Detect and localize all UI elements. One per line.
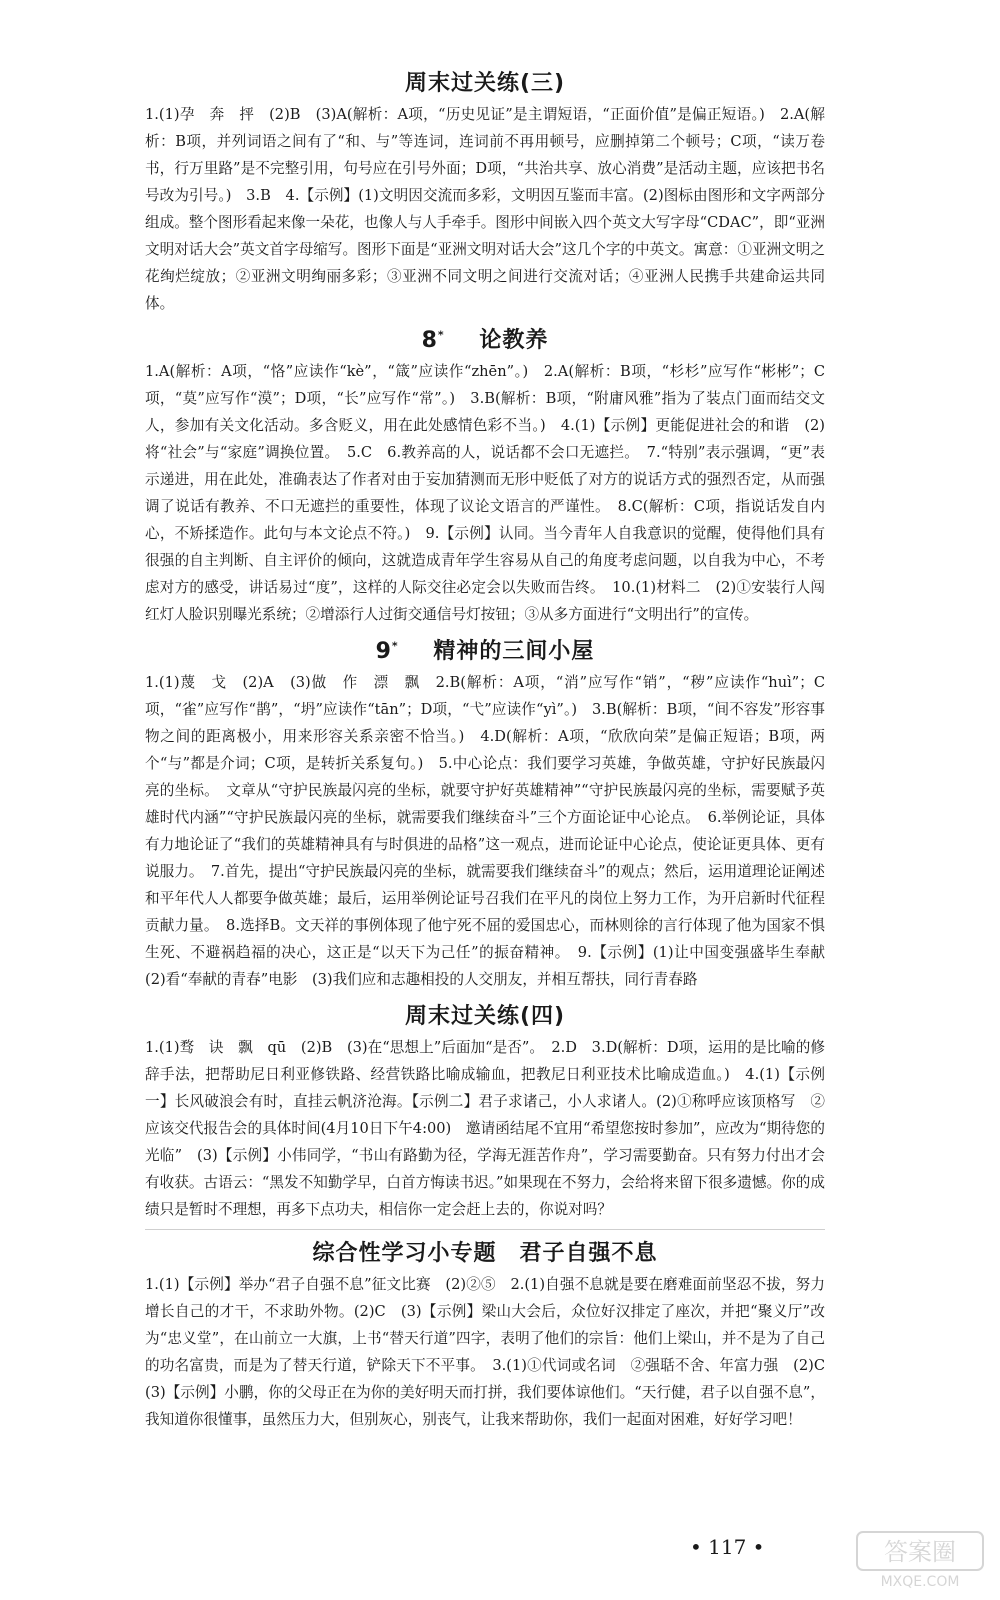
lesson-number: 9* xyxy=(375,639,399,664)
answer-text: 1.A(解析：A项，“恪”应读作“kè”，“箴”应读作“zhēn”。) 2.A(解析：B项，“杉杉”应写作“彬彬”；C项，“莫”应写作“漠”；D项，“长”应写作“常”。) 3.B(解析：B项，“附庸风雅”指为了装点门面而结交文人，参加有关文化活动。多含贬义，用在此处感情色彩不当。) 4.(1)【示例】更能促进社会的和谐 (2)将“社会”与“家庭”调换位置。 5.C 6.教养高的人，说话都不会口无遮拦。 7.“特别”表示强调，“更”表示递进，用在此处，准确表达了作者对由于妄加猜测而无形中贬低了对方的说话方式的强烈否定，从而强调了说话有教养、不口无遮拦的重要性，体现了议论文语言的严谨性。 8.C(解析：C项，指说话发自内心，不矫揉造作。此句与本文论点不符。) 9.【示例】认同。当今青年人自我意识的觉醒，使得他们具有很强的自主判断、自主评价的倾向，这就造成青年学生容易从自己的角度考虑问题，以自我为中心，不考虑对方的感受，讲话易过“度”，这样的人际交往必定会以失败而告终。 10.(1)材料二 (2)①安装行人闯红灯人脸识别曝光系统；②增添行人过街交通信号灯按钮；③从多方面进行“文明出行”的宣传。 xyxy=(145,363,825,623)
section-title: 周末过关练(三) xyxy=(404,71,566,96)
section-weekend-4 xyxy=(145,999,825,1223)
answer-text: 1.(1)孕 奔 抨 (2)B (3)A(解析：A项，“历史见证”是主谓短语，“正面价值”是偏正短语。) 2.A(解析：B项，并列词语之间有了“和、与”等连词，连词前不再用顿号，应删掉第二个顿号；C项，“读万卷书，行万里路”是不完整引用，句号应在引号外面；D项，“共治共享、放心消费”是活动主题，应该把书名号改为引号。) 3.B 4.【示例】(1)文明因交流而多彩，文明因互鉴而丰富。(2)图标由图形和文字两部分组成。整个图形看起来像一朵花，也像人与人手牵手。图形中间嵌入四个英文大写字母“CDAC”，即“亚洲文明对话大会”英文首字母缩写。图形下面是“亚洲文明对话大会”这几个字的中英文。寓意：①亚洲文明之花绚烂绽放；②亚洲文明绚丽多彩；③亚洲不同文明之间进行交流对话；④亚洲人民携手共建命运共同体。 xyxy=(145,106,825,312)
section-title: 周末过关练(四) xyxy=(404,1004,566,1029)
lesson-number: 8* xyxy=(421,328,445,353)
page-number: • 117 • xyxy=(690,1535,765,1559)
section-9-three-rooms xyxy=(145,634,840,993)
watermark-bottom-text: MXQE.COM xyxy=(880,1574,960,1590)
section-title: 综合性学习小专题 君子自强不息 xyxy=(312,1241,658,1266)
divider xyxy=(145,1229,825,1230)
watermark-top-text: 答案圈 xyxy=(884,1538,956,1566)
watermark-logo-icon xyxy=(855,1530,985,1590)
section-title: 9* 精神的三间小屋 xyxy=(375,639,595,664)
section-comprehensive-study xyxy=(145,1236,840,1433)
section-title: 8* 论教养 xyxy=(421,328,549,353)
answer-text: 1.(1)【示例】举办“君子自强不息”征文比赛 (2)②⑤ 2.(1)自强不息就是要在磨难面前坚忍不拔，努力增长自己的才干，不求助外物。(2)C (3)【示例】梁山大会后，众位好汉排定了座次，并把“聚义厅”改为“忠义堂”，在山前立一大旗，上书“替天行道”四字，表明了他们的宗旨：他们上梁山，并不是为了自己的功名富贵，而是为了替天行道，铲除天下不平事。 3.(1)①代词或名词 ②强聒不舍、年富力强 (2)C (3)【示例】小鹏，你的父母正在为你的美好明天而打拼，我们要体谅他们。“天行健，君子以自强不息”，我知道你很懂事，虽然压力大，但别灰心，别丧气，让我来帮助你，我们一起面对困难，好好学习吧！ xyxy=(145,1276,840,1428)
watermark-logo xyxy=(855,1530,985,1590)
content-column xyxy=(145,60,840,1433)
section-weekend-3 xyxy=(145,66,825,317)
section-8-lun-jiao-yang xyxy=(145,323,825,628)
answer-text: 1.(1)骛 诀 飘 qū (2)B (3)在“思想上”后面加“是否”。 2.D 3.D(解析：D项，运用的是比喻的修辞手法，把帮助尼日利亚修铁路、经营铁路比喻成输血，把教尼日利亚技术比喻成造血。) 4.(1)【示例一】长风破浪会有时，直挂云帆济沧海。【示例二】君子求诸己，小人求诸人。(2)①称呼应该顶格写 ②应该交代报告会的具体时间(4月10日下午4:00) 邀请函结尾不宜用“希望您按时参加”，应改为“期待您的光临” (3)【示例】小伟同学，“书山有路勤为径，学海无涯苦作舟”，学习需要勤奋。只有努力付出才会有收获。古语云：“黑发不知勤学早，白首方悔读书迟。”如果现在不努力，会给将来留下很多遗憾。你的成绩只是暂时不理想，再多下点功夫，相信你一定会赶上去的，你说对吗？ xyxy=(145,1039,825,1218)
answer-text: 1.(1)蔑 戈 (2)A (3)做 作 漂 飘 2.B(解析：A项，“消”应写作“销”，“秽”应读作“huì”；C项，“雀”应写作“鹊”，“坍”应读作“tān”；D项，“弋”应读作“yì”。) 3.B(解析：B项，“间不容发”形容事物之间的距离极小，用来形容关系亲密不恰当。) 4.D(解析：A项，“欣欣向荣”是偏正短语；B项，两个“与”都是介词；C项，是转折关系复句。) 5.中心论点：我们要学习英雄，争做英雄，守护好民族最闪亮的坐标。 文章从“守护民族最闪亮的坐标，就要守护好英雄精神”“守护民族最闪亮的坐标，需要赋予英雄时代内涵”“守护民族最闪亮的坐标，就需要我们继续奋斗”三个方面论证中心论点。 6.举例论证，具体有力地论证了“我们的英雄精神具有与时俱进的品格”这一观点，进而论证中心论点，使论证更具体、更有说服力。 7.首先，提出“守护民族最闪亮的坐标，就需要我们继续奋斗”的观点；然后，运用道理论证阐述和平年代人人都要争做英雄；最后，运用举例论证号召我们在平凡的岗位上努力工作，为开启新时代征程贡献力量。 8.选择B。文天祥的事例体现了他宁死不屈的爱国忠心，而林则徐的言行体现了他为国家不惧生死、不避祸趋福的决心，这正是“以天下为己任”的振奋精神。 9.【示例】(1)让中国变强盛毕生奉献 (2)看“奉献的青春”电影 (3)我们应和志趣相投的人交朋友，并相互帮扶，同行青春路 xyxy=(145,674,840,988)
